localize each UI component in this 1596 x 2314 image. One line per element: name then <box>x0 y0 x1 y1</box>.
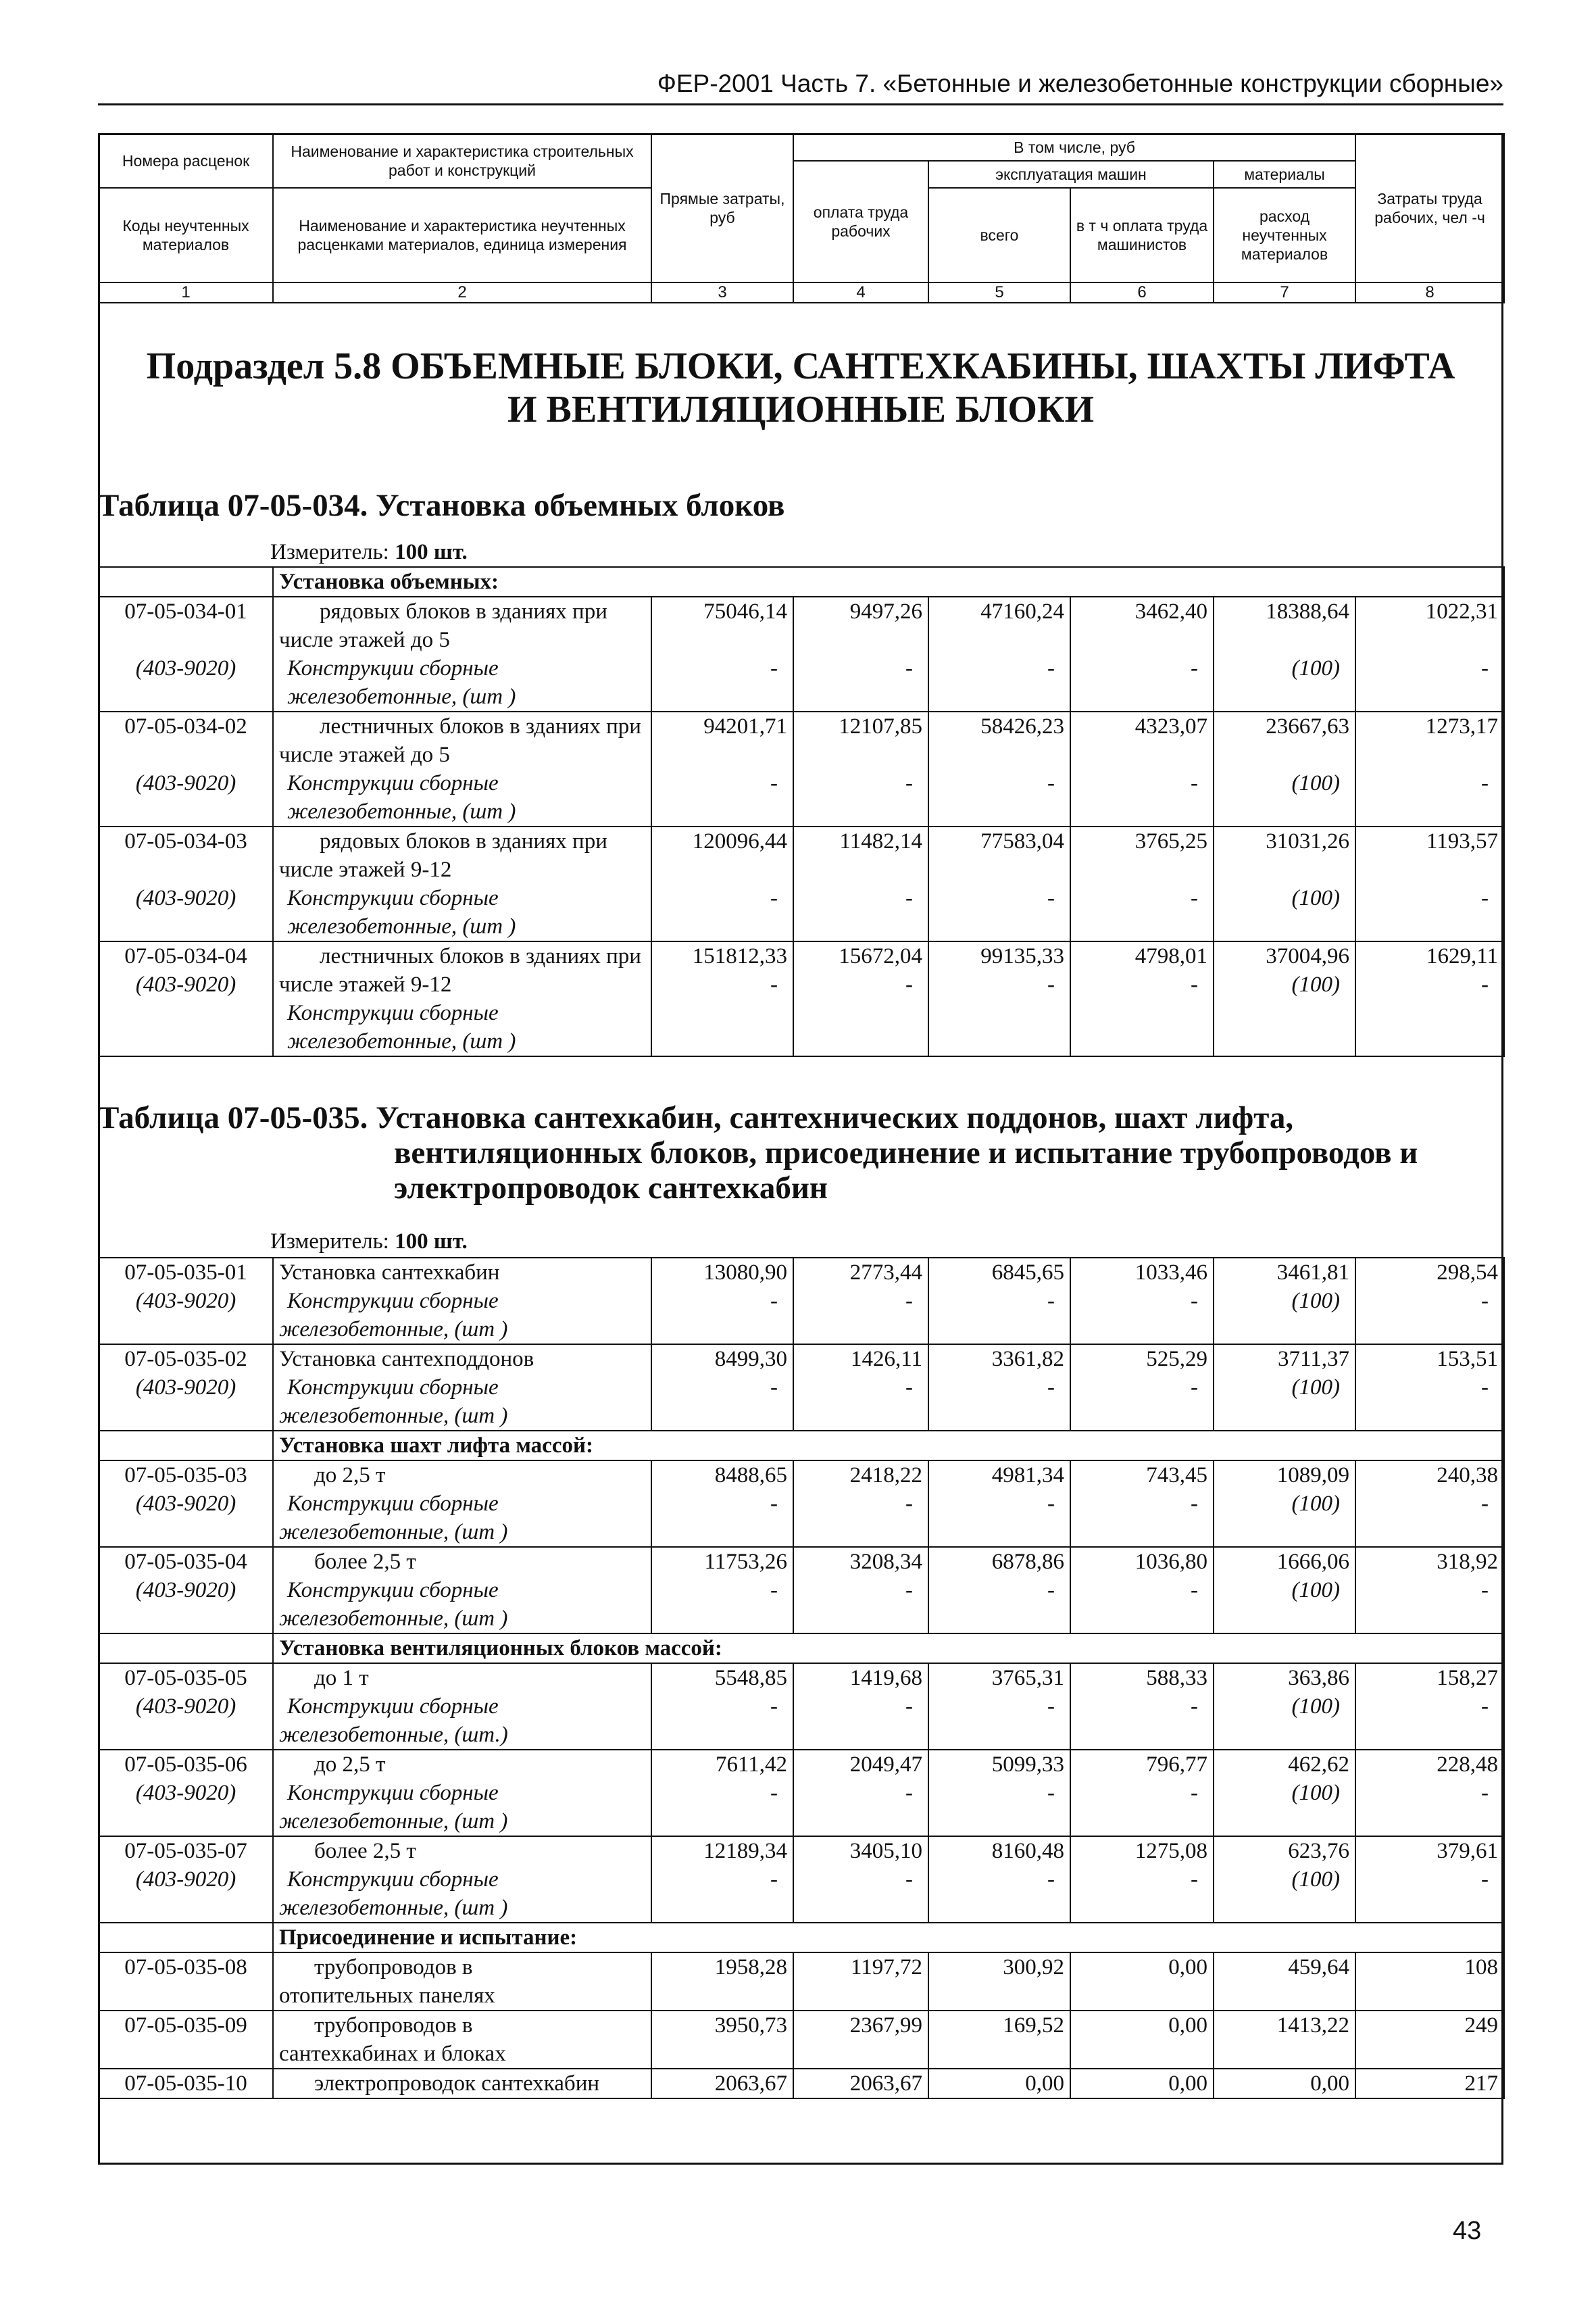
dash: - <box>1070 1692 1214 1721</box>
material-code: (403-9020) <box>99 1373 273 1402</box>
material-name: Конструкции сборные железобетонные, (шт ) <box>273 884 651 941</box>
material-percent: (100) <box>1214 1287 1355 1315</box>
col-num: 1 <box>99 282 273 303</box>
measure-value: 100 шт. <box>395 540 468 564</box>
materials: 1089,09 <box>1214 1460 1355 1490</box>
material-row <box>99 1692 1504 1721</box>
table35 <box>98 1257 1505 2099</box>
material-percent: (100) <box>1214 654 1355 710</box>
material-percent: (100) <box>1214 1865 1355 1894</box>
dash: - <box>928 884 1070 940</box>
col-num: 7 <box>1214 282 1355 303</box>
header-material-codes: Коды неучтенных материалов <box>99 188 273 282</box>
labor-pay: 11482,14 <box>793 827 928 884</box>
material-code: (403-9020) <box>99 769 273 825</box>
dash: - <box>651 1865 793 1894</box>
table35-measure <box>270 1229 468 1254</box>
material-row <box>99 769 1504 825</box>
dash: - <box>928 1865 1070 1894</box>
labor-cost: 1022,31 <box>1355 597 1504 654</box>
dash: - <box>928 1576 1070 1604</box>
dash: - <box>793 1692 928 1721</box>
material-name-cont: железобетонные, (шт ) <box>273 1518 651 1547</box>
measure-label: Измеритель: <box>270 1229 389 1254</box>
table35-title-line: электропроводок сантехкабин <box>394 1171 828 1206</box>
labor-cost: 249 <box>1355 2011 1504 2040</box>
rate-code: 07-05-035-01 <box>99 1258 273 1287</box>
labor-pay: 1197,72 <box>793 1952 928 1981</box>
header-rate-numbers: Номера расценок <box>99 134 273 188</box>
materials: 3461,81 <box>1214 1258 1355 1287</box>
dash: - <box>1070 1490 1214 1518</box>
dash: - <box>1355 1692 1504 1721</box>
work-name: лестничных блоков в зданиях при числе этажей 9-12 <box>273 941 651 999</box>
material-code: (403-9020) <box>99 884 273 940</box>
dash: - <box>928 970 1070 999</box>
table-row <box>99 1344 1504 1373</box>
labor-cost: 1273,17 <box>1355 712 1504 769</box>
labor-pay: 3208,34 <box>793 1547 928 1576</box>
material-code: (403-9020) <box>99 1692 273 1721</box>
dash: - <box>651 1287 793 1315</box>
section-title <box>98 345 1503 431</box>
material-code: (403-9020) <box>99 1287 273 1315</box>
subhead-volume-blocks: Установка объемных: <box>273 567 1504 597</box>
labor-pay: 2049,47 <box>793 1750 928 1779</box>
dash: - <box>1355 1287 1504 1315</box>
dash: - <box>651 1692 793 1721</box>
rate-code: 07-05-035-04 <box>99 1547 273 1576</box>
dash: - <box>1070 654 1214 710</box>
work-name: до 2,5 т <box>273 1460 651 1490</box>
dash: - <box>1070 884 1214 940</box>
dash: - <box>928 654 1070 710</box>
machinists-pay: 1033,46 <box>1070 1258 1214 1287</box>
material-row <box>99 1373 1504 1402</box>
dash: - <box>1355 1490 1504 1518</box>
labor-cost: 298,54 <box>1355 1258 1504 1287</box>
header-direct-costs: Прямые затраты, руб <box>651 134 793 282</box>
material-percent: (100) <box>1214 884 1355 940</box>
dash: - <box>793 1865 928 1894</box>
dash: - <box>928 1692 1070 1721</box>
subhead-blank <box>99 1431 273 1460</box>
material-name: Конструкции сборные <box>273 1692 651 1721</box>
dash: - <box>651 654 793 710</box>
dash: - <box>1070 1576 1214 1604</box>
material-percent: (100) <box>1214 1576 1355 1604</box>
machinists-pay: 1275,08 <box>1070 1836 1214 1865</box>
labor-pay: 2063,67 <box>793 2069 928 2098</box>
work-name: более 2,5 т <box>273 1547 651 1576</box>
labor-cost: 217 <box>1355 2069 1504 2098</box>
materials: 459,64 <box>1214 1952 1355 1981</box>
material-code: (403-9020) <box>99 654 273 710</box>
rate-code: 07-05-034-01 <box>99 597 273 654</box>
material-code: (403-9020) <box>99 1490 273 1518</box>
labor-cost: 108 <box>1355 1952 1504 1981</box>
rate-code: 07-05-035-05 <box>99 1663 273 1692</box>
machines-all: 47160,24 <box>928 597 1070 654</box>
machinists-pay: 588,33 <box>1070 1663 1214 1692</box>
material-row <box>99 884 1504 940</box>
table-row <box>99 712 1504 769</box>
material-name-cont: железобетонные, (шт ) <box>273 1894 651 1923</box>
material-row <box>99 1490 1504 1518</box>
dash: - <box>651 1779 793 1807</box>
section-title-line: Подраздел 5.8 ОБЪЕМНЫЕ БЛОКИ, САНТЕХКАБИНЫ, ШАХТЫ ЛИФТА <box>146 345 1455 387</box>
dash: - <box>1355 884 1504 940</box>
table-row <box>99 827 1504 884</box>
col-num: 6 <box>1070 282 1214 303</box>
col-num: 8 <box>1355 282 1504 303</box>
work-name: трубопроводов в <box>273 1952 651 1981</box>
material-row <box>99 654 1504 710</box>
col-num: 3 <box>651 282 793 303</box>
material-code: (403-9020) <box>99 1865 273 1894</box>
subhead-blank <box>99 1923 273 1952</box>
direct-costs: 1958,28 <box>651 1952 793 1981</box>
rate-code: 07-05-034-04 <box>99 941 273 970</box>
table34 <box>98 566 1505 1057</box>
dash: - <box>651 970 793 999</box>
header-labor-pay: оплата труда рабочих <box>793 161 928 282</box>
materials: 623,76 <box>1214 1836 1355 1865</box>
subhead-lift-shafts: Установка шахт лифта массой: <box>273 1431 1504 1460</box>
dash: - <box>793 1490 928 1518</box>
machinists-pay: 3462,40 <box>1070 597 1214 654</box>
labor-cost: 240,38 <box>1355 1460 1504 1490</box>
dash: - <box>793 970 928 999</box>
page-number: 43 <box>1453 2217 1482 2245</box>
work-name: трубопроводов в <box>273 2011 651 2040</box>
work-name: лестничных блоков в зданиях при числе этажей до 5 <box>273 712 651 769</box>
dash: - <box>793 884 928 940</box>
labor-cost: 1629,11 <box>1355 941 1504 970</box>
machines-all: 3361,82 <box>928 1344 1070 1373</box>
direct-costs: 7611,42 <box>651 1750 793 1779</box>
dash: - <box>793 654 928 710</box>
direct-costs: 5548,85 <box>651 1663 793 1692</box>
rate-code: 07-05-035-06 <box>99 1750 273 1779</box>
material-name-cont: железобетонные, (шт ) <box>273 1807 651 1836</box>
rate-code: 07-05-035-08 <box>99 1952 273 1981</box>
work-name: до 2,5 т <box>273 1750 651 1779</box>
material-row <box>99 1779 1504 1807</box>
header-in-total: В том числе, руб <box>793 134 1355 161</box>
work-name: до 1 т <box>273 1663 651 1692</box>
direct-costs: 8488,65 <box>651 1460 793 1490</box>
measure-label: Измеритель: <box>270 540 389 564</box>
materials: 462,62 <box>1214 1750 1355 1779</box>
dash: - <box>793 769 928 825</box>
labor-cost: 379,61 <box>1355 1836 1504 1865</box>
direct-costs: 13080,90 <box>651 1258 793 1287</box>
material-code: (403-9020) <box>99 970 273 999</box>
rate-code: 07-05-035-03 <box>99 1460 273 1490</box>
direct-costs: 151812,33 <box>651 941 793 970</box>
rate-code: 07-05-035-09 <box>99 2011 273 2040</box>
materials: 18388,64 <box>1214 597 1355 654</box>
material-percent: (100) <box>1214 1373 1355 1402</box>
dash: - <box>1355 769 1504 825</box>
dash: - <box>1070 1373 1214 1402</box>
machinists-pay: 4323,07 <box>1070 712 1214 769</box>
direct-costs: 11753,26 <box>651 1547 793 1576</box>
machines-all: 99135,33 <box>928 941 1070 970</box>
materials: 0,00 <box>1214 2069 1355 2098</box>
labor-cost: 228,48 <box>1355 1750 1504 1779</box>
subhead-blank <box>99 1633 273 1663</box>
table-row <box>99 2011 1504 2040</box>
rate-code: 07-05-034-02 <box>99 712 273 769</box>
table-row <box>99 1836 1504 1865</box>
material-name-cont: железобетонные, (шт ) <box>273 1402 651 1431</box>
machines-all: 5099,33 <box>928 1750 1070 1779</box>
dash: - <box>651 1576 793 1604</box>
labor-cost: 153,51 <box>1355 1344 1504 1373</box>
dash: - <box>793 1287 928 1315</box>
rate-code: 07-05-034-03 <box>99 827 273 884</box>
materials: 3711,37 <box>1214 1344 1355 1373</box>
dash: - <box>793 1779 928 1807</box>
material-row <box>99 1865 1504 1894</box>
table35-title <box>98 1100 1503 1206</box>
machines-all: 169,52 <box>928 2011 1070 2040</box>
material-percent: (100) <box>1214 970 1355 999</box>
subhead-connection: Присоединение и испытание: <box>273 1923 1504 1952</box>
running-header: ФЕР-2001 Часть 7. «Бетонные и железобетонные конструкции сборные» <box>98 66 1503 105</box>
dash: - <box>651 1490 793 1518</box>
material-name: Конструкции сборные <box>273 1490 651 1518</box>
machinists-pay: 796,77 <box>1070 1750 1214 1779</box>
material-name: Конструкции сборные железобетонные, (шт ) <box>273 769 651 827</box>
table-row <box>99 1952 1504 1981</box>
machinists-pay: 743,45 <box>1070 1460 1214 1490</box>
labor-pay: 12107,85 <box>793 712 928 769</box>
work-name: электропроводок сантехкабин <box>273 2069 651 2098</box>
rate-code: 07-05-035-07 <box>99 1836 273 1865</box>
direct-costs: 120096,44 <box>651 827 793 884</box>
work-name: Установка сантехкабин <box>273 1258 651 1287</box>
material-code: (403-9020) <box>99 1576 273 1604</box>
materials: 1413,22 <box>1214 2011 1355 2040</box>
material-percent: (100) <box>1214 769 1355 825</box>
labor-cost: 1193,57 <box>1355 827 1504 884</box>
labor-cost: 158,27 <box>1355 1663 1504 1692</box>
material-row <box>99 1576 1504 1604</box>
machinists-pay: 525,29 <box>1070 1344 1214 1373</box>
dash: - <box>1355 1373 1504 1402</box>
dash: - <box>793 1576 928 1604</box>
dash: - <box>928 769 1070 825</box>
materials: 31031,26 <box>1214 827 1355 884</box>
materials: 1666,06 <box>1214 1547 1355 1576</box>
header-work-name: Наименование и характеристика строительных работ и конструкций <box>273 134 651 188</box>
dash: - <box>928 1287 1070 1315</box>
col-num: 2 <box>273 282 651 303</box>
materials: 23667,63 <box>1214 712 1355 769</box>
material-name-cont: железобетонные, (шт ) <box>273 1604 651 1633</box>
materials: 363,86 <box>1214 1663 1355 1692</box>
work-name-cont: отопительных панелях <box>273 1981 651 2011</box>
machines-all: 6878,86 <box>928 1547 1070 1576</box>
direct-costs: 94201,71 <box>651 712 793 769</box>
dash: - <box>651 1373 793 1402</box>
material-name: Конструкции сборные <box>273 1779 651 1807</box>
rate-code: 07-05-035-02 <box>99 1344 273 1373</box>
machinists-pay: 0,00 <box>1070 2069 1214 2098</box>
material-name: Конструкции сборные железобетонные, (шт ) <box>273 654 651 712</box>
material-name: Конструкции сборные <box>273 1865 651 1894</box>
machines-all: 0,00 <box>928 2069 1070 2098</box>
machines-all: 58426,23 <box>928 712 1070 769</box>
materials: 37004,96 <box>1214 941 1355 970</box>
direct-costs: 12189,34 <box>651 1836 793 1865</box>
table34-measure <box>270 539 468 565</box>
dash: - <box>1355 970 1504 999</box>
header-labor-cost: Затраты труда рабочих, чел -ч <box>1355 134 1504 282</box>
direct-costs: 3950,73 <box>651 2011 793 2040</box>
col-num: 4 <box>793 282 928 303</box>
dash: - <box>1070 1865 1214 1894</box>
material-name: Конструкции сборные железобетонные, (шт ) <box>273 999 651 1056</box>
labor-pay: 1426,11 <box>793 1344 928 1373</box>
machines-all: 77583,04 <box>928 827 1070 884</box>
dash: - <box>1355 1779 1504 1807</box>
machinists-pay: 3765,25 <box>1070 827 1214 884</box>
dash: - <box>928 1779 1070 1807</box>
table-row <box>99 1750 1504 1779</box>
material-percent: (100) <box>1214 1779 1355 1807</box>
work-name: Установка сантехподдонов <box>273 1344 651 1373</box>
table-row <box>99 2069 1504 2098</box>
material-name-cont: железобетонные, (шт.) <box>273 1721 651 1750</box>
dash: - <box>651 769 793 825</box>
labor-pay: 1419,68 <box>793 1663 928 1692</box>
dash: - <box>1355 1865 1504 1894</box>
work-name: рядовых блоков в зданиях при числе этажей 9-12 <box>273 827 651 884</box>
dash: - <box>651 884 793 940</box>
material-name: Конструкции сборные <box>273 1287 651 1315</box>
dash: - <box>1070 1287 1214 1315</box>
subhead-vent-blocks: Установка вентиляционных блоков массой: <box>273 1633 1504 1663</box>
direct-costs: 75046,14 <box>651 597 793 654</box>
labor-pay: 2418,22 <box>793 1460 928 1490</box>
measure-value: 100 шт. <box>395 1229 468 1254</box>
direct-costs: 2063,67 <box>651 2069 793 2098</box>
work-name-cont: сантехкабинах и блоках <box>273 2040 651 2069</box>
dash: - <box>1070 970 1214 999</box>
work-name: более 2,5 т <box>273 1836 651 1865</box>
dash: - <box>1355 654 1504 710</box>
work-name: рядовых блоков в зданиях при числе этажей до 5 <box>273 597 651 654</box>
header-exploitation: эксплуатация машин <box>928 161 1214 188</box>
labor-pay: 2367,99 <box>793 2011 928 2040</box>
machinists-pay: 0,00 <box>1070 2011 1214 2040</box>
subhead-blank <box>99 567 273 597</box>
header-all: всего <box>928 188 1070 282</box>
dash: - <box>1355 1576 1504 1604</box>
machinists-pay: 4798,01 <box>1070 941 1214 970</box>
material-percent: (100) <box>1214 1490 1355 1518</box>
machinists-pay: 0,00 <box>1070 1952 1214 1981</box>
material-name: Конструкции сборные <box>273 1373 651 1402</box>
table-row <box>99 1547 1504 1576</box>
labor-pay: 3405,10 <box>793 1836 928 1865</box>
machinists-pay: 1036,80 <box>1070 1547 1214 1576</box>
table35-title-line: Таблица 07-05-035. Установка сантехкабин, сантехнических поддонов, шахт лифта, <box>98 1100 1294 1135</box>
labor-pay: 2773,44 <box>793 1258 928 1287</box>
material-name: Конструкции сборные <box>273 1576 651 1604</box>
material-code: (403-9020) <box>99 1779 273 1807</box>
machines-all: 4981,34 <box>928 1460 1070 1490</box>
table34-title: Таблица 07-05-034. Установка объемных блоков <box>98 488 785 523</box>
col-num: 5 <box>928 282 1070 303</box>
dash: - <box>793 1373 928 1402</box>
table-row <box>99 1258 1504 1287</box>
table35-title-line: вентиляционных блоков, присоединение и испытание трубопроводов и <box>394 1135 1418 1171</box>
rate-code: 07-05-035-10 <box>99 2069 273 2098</box>
dash: - <box>1070 1779 1214 1807</box>
machines-all: 3765,31 <box>928 1663 1070 1692</box>
table-row <box>99 1460 1504 1490</box>
column-header-table <box>98 133 1505 303</box>
machines-all: 6845,65 <box>928 1258 1070 1287</box>
table-row <box>99 941 1504 970</box>
labor-cost: 318,92 <box>1355 1547 1504 1576</box>
machines-all: 8160,48 <box>928 1836 1070 1865</box>
labor-pay: 9497,26 <box>793 597 928 654</box>
material-row <box>99 1287 1504 1315</box>
header-incl-machinists: в т ч оплата труда машинистов <box>1070 188 1214 282</box>
header-materials: материалы <box>1214 161 1355 188</box>
labor-pay: 15672,04 <box>793 941 928 970</box>
direct-costs: 8499,30 <box>651 1344 793 1373</box>
header-unaccounted: расход неучтенных материалов <box>1214 188 1355 282</box>
machines-all: 300,92 <box>928 1952 1070 1981</box>
dash: - <box>1070 769 1214 825</box>
header-material-name: Наименование и характеристика неучтенных расценками материалов, единица измерения <box>273 188 651 282</box>
section-title-line: И ВЕНТИЛЯЦИОННЫЕ БЛОКИ <box>507 389 1095 430</box>
table-row <box>99 1663 1504 1692</box>
material-percent: (100) <box>1214 1692 1355 1721</box>
dash: - <box>928 1490 1070 1518</box>
table-row <box>99 597 1504 654</box>
material-name-cont: железобетонные, (шт ) <box>273 1315 651 1344</box>
dash: - <box>928 1373 1070 1402</box>
